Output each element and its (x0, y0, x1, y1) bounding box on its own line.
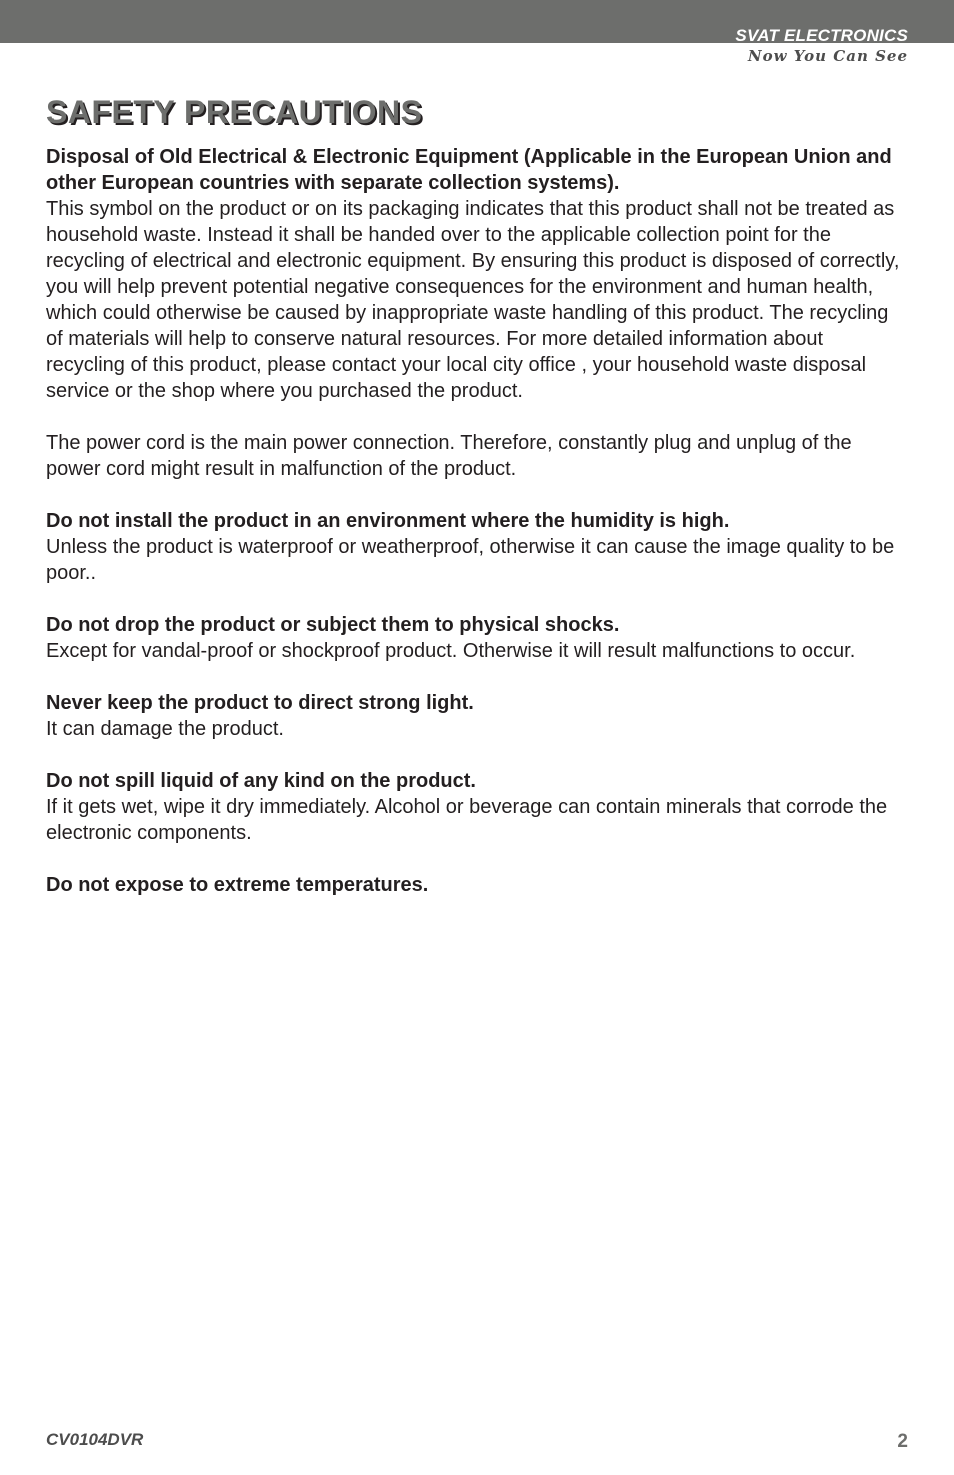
section-heading: Do not drop the product or subject them to physical shocks. (46, 614, 620, 636)
section-heading: Do not spill liquid of any kind on the product. (46, 770, 476, 792)
brand-slogan: Now You Can See (747, 47, 908, 65)
section-body: This symbol on the product or on its packaging indicates that this product shall not be treated as household waste. Instead it shall be handed over to the applicable collection point for the recycling of electrical and electronic equipment. By ensuring this product is disposed of correctly, you will help prevent potential negative consequences for the environment and human health, which could otherwise be caused by inappropriate waste handling of this product. The recycling of materials will help to conserve natural resources. For more detailed information about recycling of this product, please contact your local city office , your household waste disposal service or the shop where you purchased the product. (46, 198, 900, 402)
section-light (46, 690, 906, 742)
page-title: SAFETY PRECAUTIONS (46, 94, 423, 130)
section-humidity (46, 508, 906, 586)
section-body: It can damage the product. (46, 718, 284, 740)
section-body: If it gets wet, wipe it dry immediately. Alcohol or beverage can contain minerals that corrode the electronic components. (46, 796, 888, 844)
section-body: Except for vandal-proof or shockproof product. Otherwise it will result malfunctions to occur. (46, 640, 856, 662)
section-body: Unless the product is waterproof or weatherproof, otherwise it can cause the image quality to be poor.. (46, 536, 895, 584)
document-body (46, 144, 906, 924)
section-heading: Never keep the product to direct strong light. (46, 692, 474, 714)
section-shocks (46, 612, 906, 664)
section-power-cord (46, 430, 906, 482)
section-heading: Do not install the product in an environment where the humidity is high. (46, 510, 730, 532)
footer-page-number: 2 (897, 1431, 908, 1452)
section-liquid (46, 768, 906, 846)
section-heading: Do not expose to extreme temperatures. (46, 874, 429, 896)
section-heading: Disposal of Old Electrical & Electronic Equipment (Applicable in the European Union and other European countries with separate collection systems). (46, 146, 892, 194)
section-disposal (46, 144, 906, 404)
section-temperature (46, 872, 906, 898)
section-body: The power cord is the main power connection. Therefore, constantly plug and unplug of the power cord might result in malfunction of the product. (46, 432, 852, 480)
footer-model-number: CV0104DVR (46, 1430, 144, 1449)
brand-name: SVAT ELECTRONICS (735, 26, 908, 45)
